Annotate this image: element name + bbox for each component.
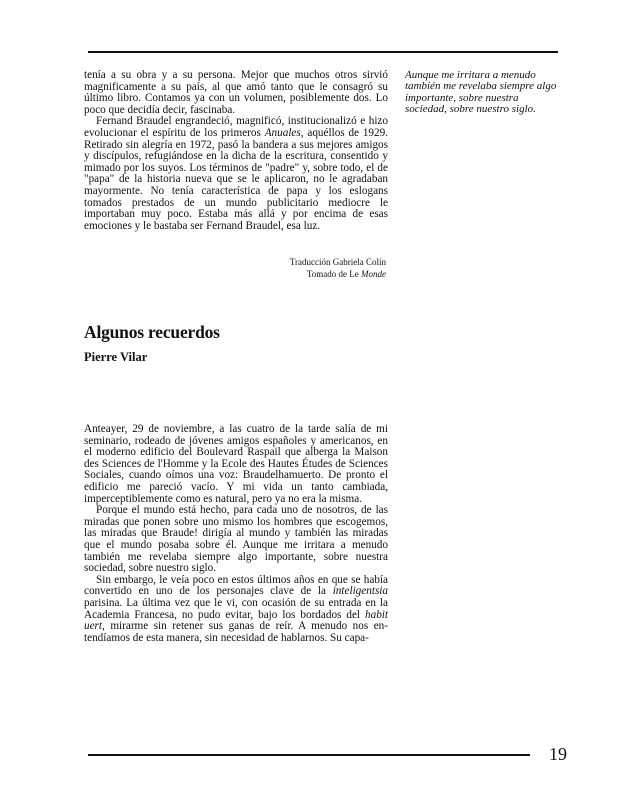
paragraph — [84, 116, 388, 232]
paragraph — [84, 70, 388, 116]
text-run: Porque el mundo está hecho, para cada uno de nosotros, de las miradas que ponen sobre uno mismo los hombres que escogemos, las miradas que Braude! dirigía al mundo y también las miradas que el mundo posaba sobre él. Aunque me irritara a menudo también me revelaba siempre algo importante, sobre nuestra sociedad, sobre nuestro siglo. — [84, 504, 388, 575]
source-name: Monde — [361, 269, 386, 279]
text-run: mirarme sin retener sus ganas de reír. A menudo nos entendíamos de esta manera, sin necesidad de hablarnos. Su capa- — [84, 620, 388, 644]
emphasis-text: habit uert, — [84, 608, 388, 633]
text-run: tenía a su obra y a su persona. Mejor que muchos otros sirvió magnificamente a su país, al que amó tanto que le consagró su último libro. Contamos ya con un volumen, posiblemente dos. Lo poco que decidía decir, fascinaba. — [84, 69, 388, 116]
pull-quote: Aunque me irritara a menudo también me revelaba siempre algo importante, sobre nuestra sociedad, sobre nuestro siglo. — [405, 69, 557, 115]
bottom-rule — [88, 754, 530, 756]
paragraph — [84, 424, 388, 505]
paragraph — [84, 575, 388, 645]
continuation-text — [84, 70, 388, 232]
text-run: parisina. La última vez que le vi, con ocasión de su entrada en la Academia Francesa, no pudo evitar, bajo los bordados del — [84, 596, 388, 621]
article-text — [84, 424, 388, 644]
author-name: Pierre Vilar — [84, 350, 148, 364]
source-credit — [200, 268, 386, 280]
text-run: , aquéllos de 1929. Retirado sin alegría en 1972, pasó la bandera a sus mejores amigos y discípulos, refugiándose en la dicha de la escritura, consentido y mimado por los suyos. Los términos de "padre" y, sobre todo, el de "papa" de la historia nueva que se le aplicaron, no le agradaban mayormente. No tenía característica de papa y los eslogans tomados prestados de un mundo publicitario mediocre le importaban muy poco. Estaba más allá y por encima de esas emociones y le bastaba ser Fernand Braudel, esa luz. — [84, 126, 388, 232]
translation-credit: Traducción Gabriela Colín — [289, 257, 386, 267]
page-number: 19 — [549, 744, 567, 764]
text-run: Sin embargo, le veía poco en estos últimos años en que se había convertido en uno de los personajes clave de la — [84, 573, 388, 598]
top-rule — [88, 51, 558, 53]
text-run: Anteayer, 29 de noviembre, a las cuatro de la tarde salía de mi seminario, rodeado de jóvenes amigos españoles y americanos, en el moderno edificio del Boulevard Raspail que alberga la Maison des Sciences de l'Homme y la Ecole des Hautes Études de Sciences Sociales, cuando oímos una voz: Braudelhamuerto. De pronto el edificio me pareció vacío. Y mi vida un tanto cambiada, imperceptiblemente como es natural, pero ya no era la misma. — [84, 423, 388, 505]
article-credits — [200, 256, 386, 280]
emphasis-text: inteligentsia — [332, 585, 388, 598]
emphasis-text: Anuales — [264, 126, 301, 139]
text-run: Fernand Braudel engrandeció, magnificó, institucionalizó e hizo evolucionar el espíritu de los primeros — [84, 115, 388, 139]
section-title: Algunos recuerdos — [84, 322, 220, 342]
source-le: Le — [349, 269, 361, 279]
source-prefix: Tomado de — [306, 269, 350, 279]
paragraph — [84, 505, 388, 575]
